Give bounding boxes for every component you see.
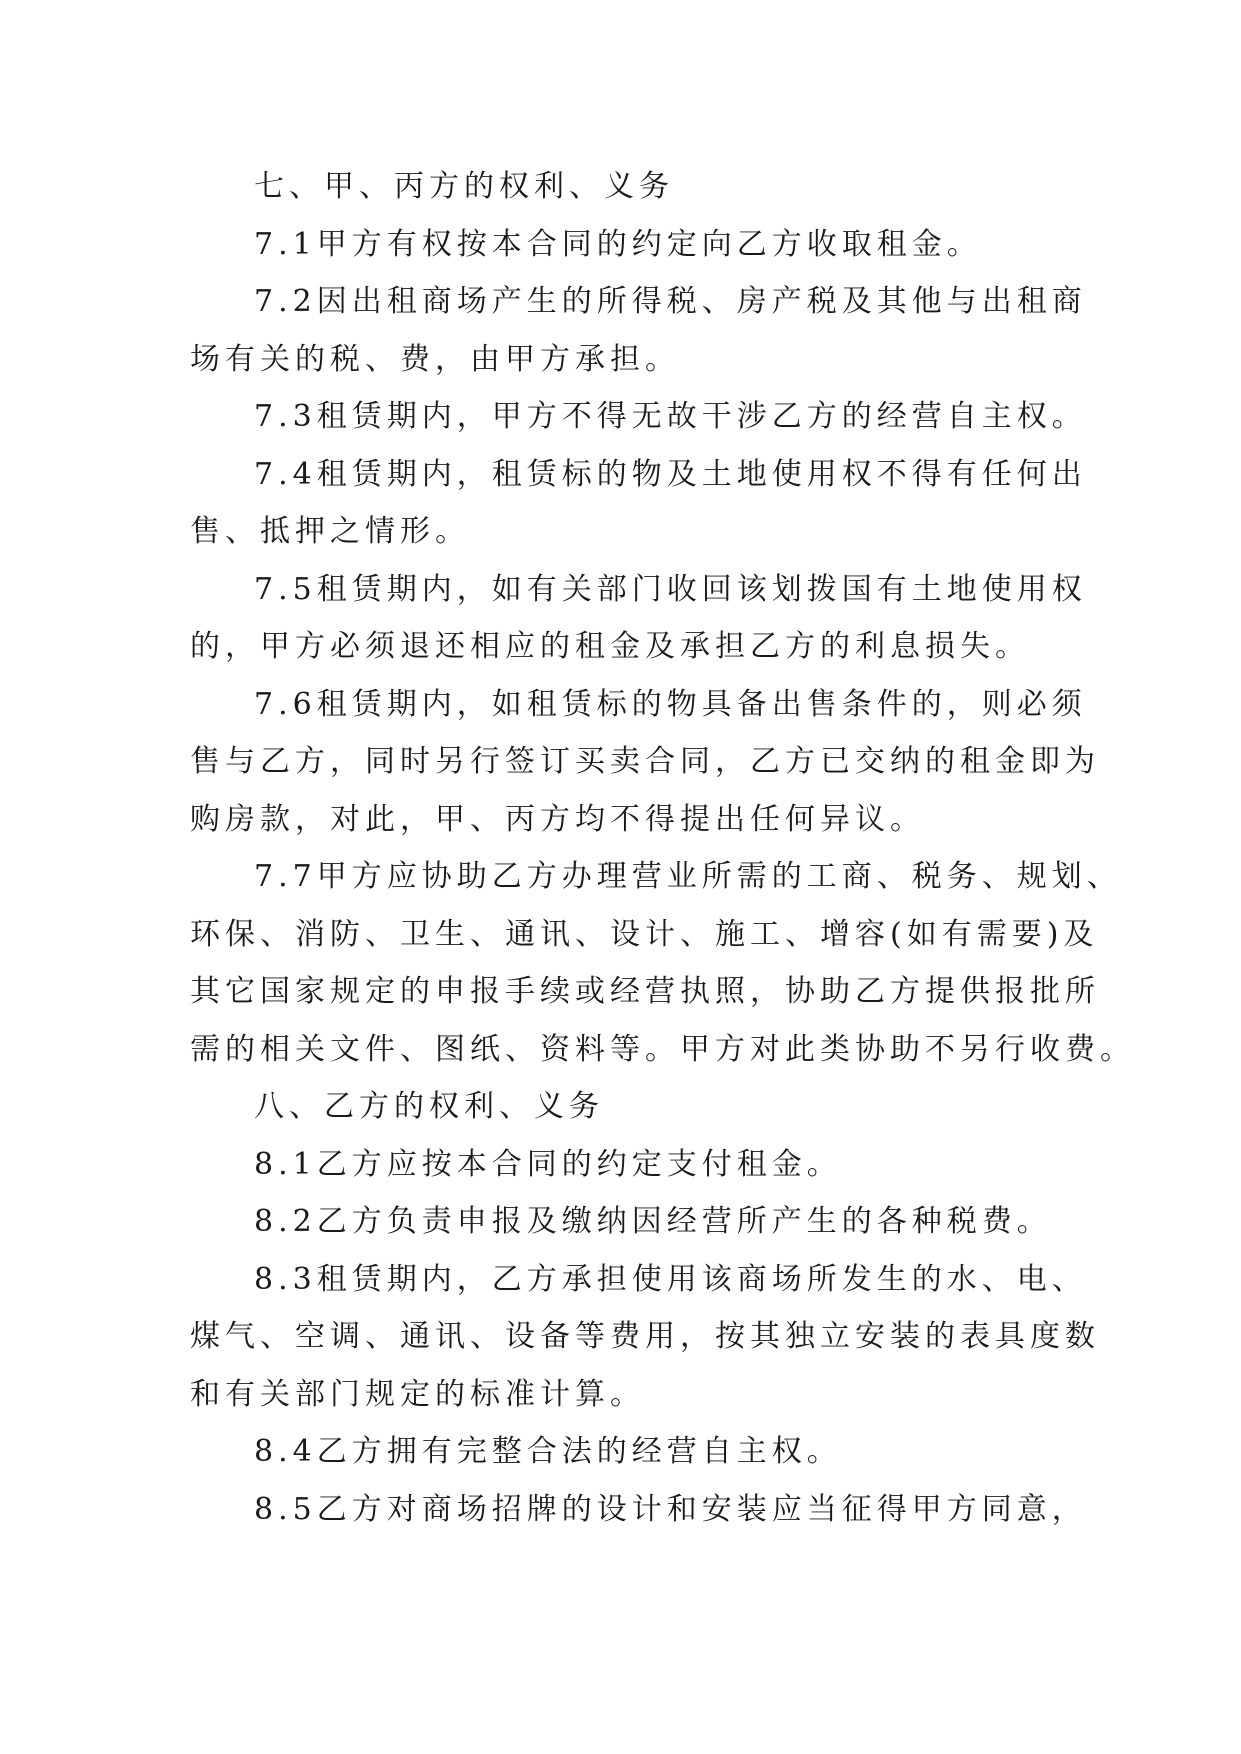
clause-8-2: 8.2乙方负责申报及缴纳因经营所产生的各种税费。: [254, 1204, 1052, 1239]
clause-7-7-line-1: 7.7甲方应协助乙方办理营业所需的工商、税务、规划、: [254, 859, 1122, 894]
clause-8-4: 8.4乙方拥有完整合法的经营自主权。: [254, 1434, 842, 1469]
clause-7-2-line-1: 7.2因出租商场产生的所得税、房产税及其他与出租商: [254, 284, 1087, 319]
section-heading-7: 七、甲、丙方的权利、义务: [254, 169, 674, 204]
section-heading-8: 八、乙方的权利、义务: [254, 1089, 604, 1124]
clause-8-3-line-2: 煤气、空调、通讯、设备等费用，按其独立安装的表具度数: [190, 1319, 1100, 1354]
clause-7-6-line-1: 7.6租赁期内，如租赁标的物具备出售条件的，则必须: [254, 686, 1087, 722]
clause-8-1: 8.1乙方应按本合同的约定支付租金。: [254, 1146, 842, 1182]
clause-8-3-line-3: 和有关部门规定的标准计算。: [190, 1376, 645, 1412]
clause-7-4-line-2: 售、抵押之情形。: [190, 514, 470, 549]
clause-7-5-line-2: 的，甲方必须退还相应的租金及承担乙方的利息损失。: [190, 629, 1030, 664]
clause-8-5-line-1: 8.5乙方对商场招牌的设计和安装应当征得甲方同意，: [254, 1491, 1087, 1527]
clause-7-6-line-3: 购房款，对此，甲、丙方均不得提出任何异议。: [190, 801, 925, 837]
clause-7-4-line-1: 7.4租赁期内，租赁标的物及土地使用权不得有任何出: [254, 456, 1087, 492]
clause-7-7-line-3: 其它国家规定的申报手续或经营执照，协助乙方提供报批所: [190, 974, 1100, 1009]
clause-7-5-line-1: 7.5租赁期内，如有关部门收回该划拨国有土地使用权: [254, 571, 1087, 607]
clause-7-2-line-2: 场有关的税、费，由甲方承担。: [190, 341, 680, 377]
clause-7-7-line-2: 环保、消防、卫生、通讯、设计、施工、增容(如有需要)及: [190, 916, 1099, 952]
clause-7-1: 7.1甲方有权按本合同的约定向乙方收取租金。: [254, 226, 982, 262]
document-body: [190, 158, 1135, 1538]
clause-8-3-line-1: 8.3租赁期内，乙方承担使用该商场所发生的水、电、: [254, 1261, 1087, 1297]
clause-7-6-line-2: 售与乙方，同时另行签订买卖合同，乙方已交纳的租金即为: [190, 744, 1100, 779]
clause-7-3: 7.3租赁期内，甲方不得无故干涉乙方的经营自主权。: [254, 399, 1087, 434]
clause-7-7-line-4: 需的相关文件、图纸、资料等。甲方对此类协助不另行收费。: [190, 1031, 1135, 1067]
